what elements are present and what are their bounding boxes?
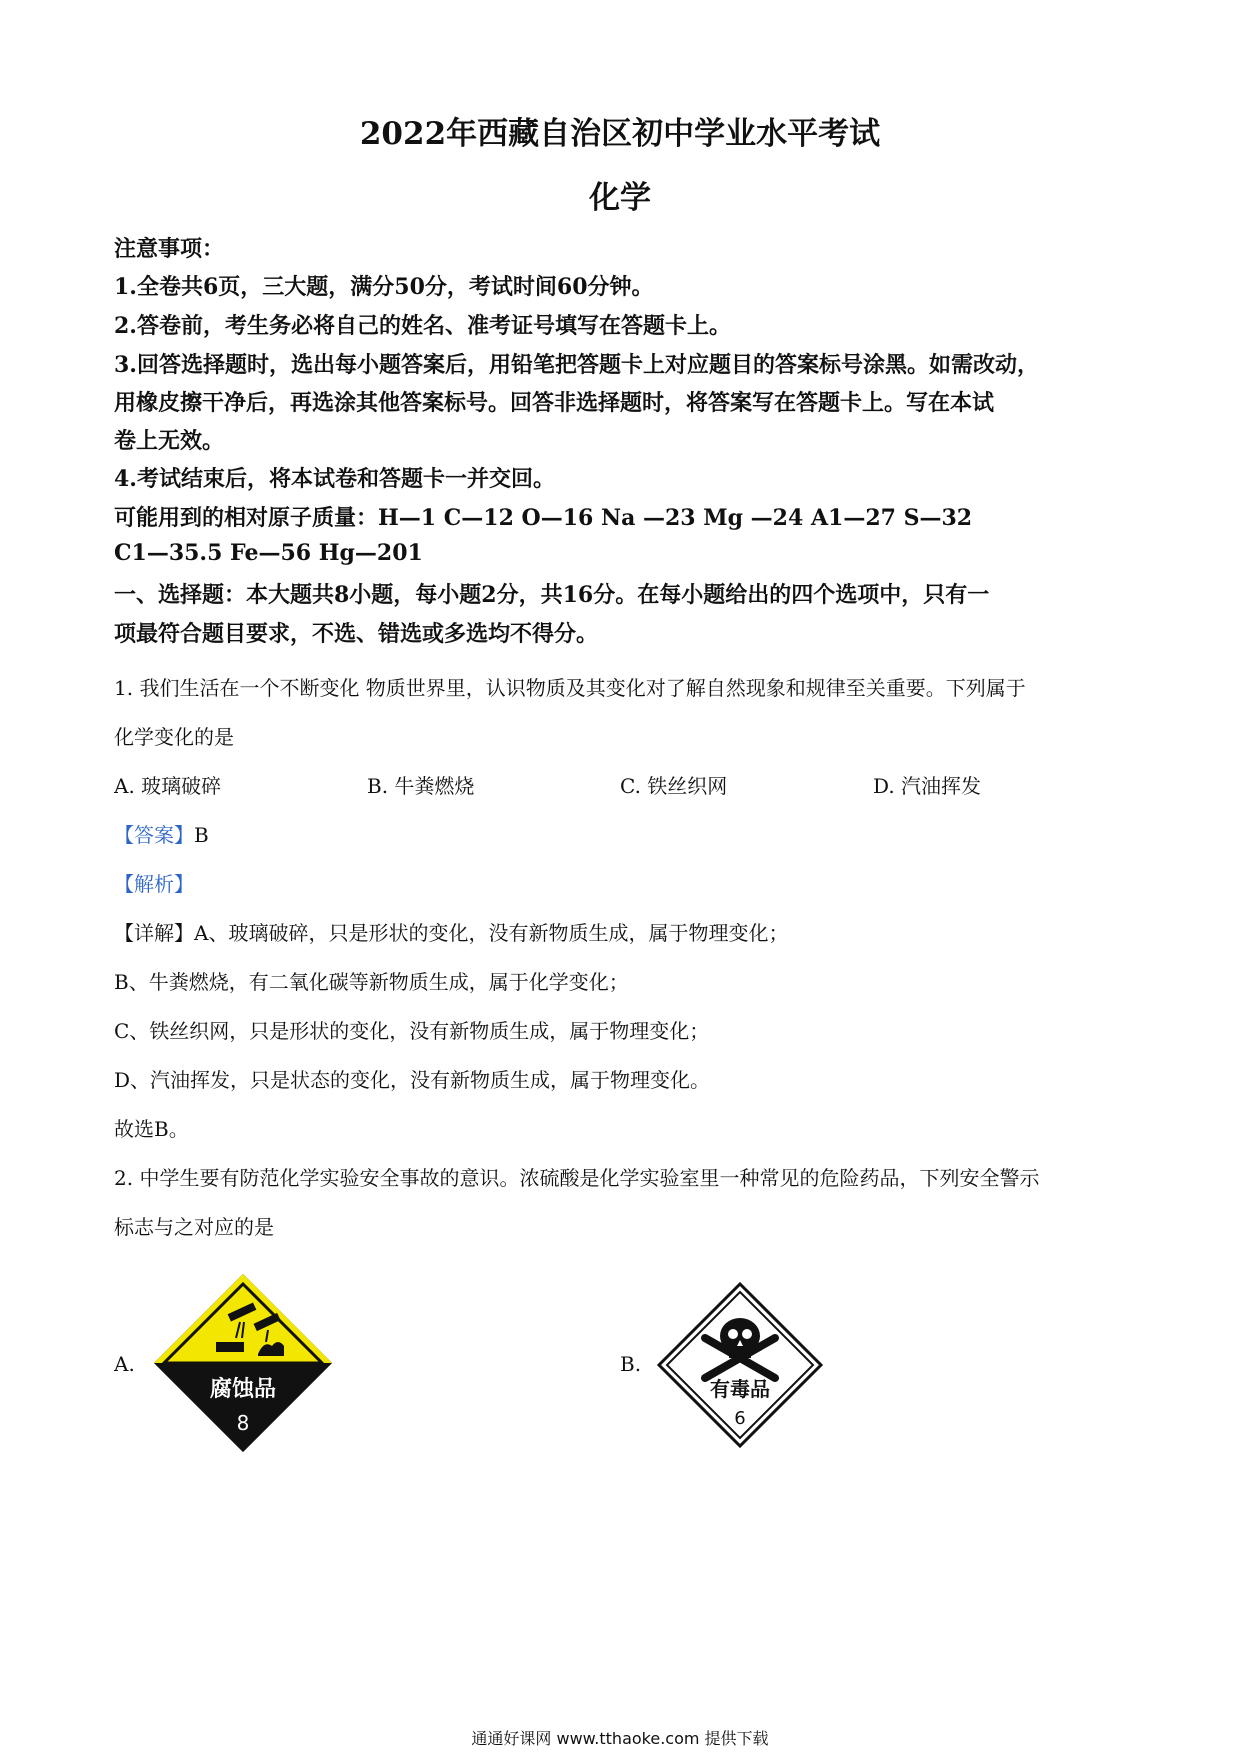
q1-answer-line xyxy=(114,819,209,848)
q1-detail-2: B、牛粪燃烧，有二氧化碳等新物质生成，属于化学变化； xyxy=(114,970,629,994)
q1-answer: B xyxy=(194,823,209,847)
q1-option-a: A. 玻璃破碎 xyxy=(114,774,222,798)
corrosive-sign-text: 腐蚀品 xyxy=(209,1377,277,1402)
toxic-sign xyxy=(655,1280,825,1450)
q2-stem-line-2: 标志与之对应的是 xyxy=(114,1215,274,1239)
atomic-mass-line-2: C1—35.5 Fe—56 Hg—201 xyxy=(114,540,423,566)
q2-option-a-label: A. xyxy=(114,1352,135,1376)
toxic-sign-number: 6 xyxy=(734,1408,746,1429)
exam-title: 2022年西藏自治区初中学业水平考试 xyxy=(359,116,881,152)
atomic-mass-line-1: 可能用到的相对原子质量：H—1 C—12 O—16 Na —23 Mg —24 A1—27 S—32 xyxy=(114,505,973,531)
q1-stem-line-2: 化学变化的是 xyxy=(114,725,234,749)
section-1-heading-line-1: 一、选择题：本大题共8小题，每小题2分，共16分。在每小题给出的四个选项中，只有一 xyxy=(114,582,990,608)
q2-stem-line-1: 2. 中学生要有防范化学实验安全事故的意识。浓硫酸是化学实验室里一种常见的危险药品，下列安全警示 xyxy=(114,1166,1040,1190)
q1-option-b: B. 牛粪燃烧 xyxy=(367,774,475,798)
answer-tag: 【答案】 xyxy=(114,823,194,847)
q1-option-c: C. 铁丝织网 xyxy=(620,774,728,798)
corrosive-sign xyxy=(150,1270,336,1456)
analysis-tag: 【解析】 xyxy=(114,872,194,896)
notice-item-4: 4.考试结束后，将本试卷和答题卡一并交回。 xyxy=(114,466,555,492)
notice-item-3-line-3: 卷上无效。 xyxy=(114,428,225,454)
q1-detail-4: D、汽油挥发，只是状态的变化，没有新物质生成，属于物理变化。 xyxy=(114,1068,711,1092)
notice-item-1: 1.全卷共6页，三大题，满分50分，考试时间60分钟。 xyxy=(114,274,654,300)
section-1-heading-line-2: 项最符合题目要求，不选、错选或多选均不得分。 xyxy=(114,621,599,647)
q1-detail-3: C、铁丝织网，只是形状的变化，没有新物质生成，属于物理变化； xyxy=(114,1019,710,1043)
notice-item-2: 2.答卷前，考生务必将自己的姓名、准考证号填写在答题卡上。 xyxy=(114,313,731,339)
q1-conclusion: 故选B。 xyxy=(114,1117,189,1141)
exam-subject: 化学 xyxy=(589,180,651,216)
q2-option-b-label: B. xyxy=(620,1352,642,1376)
notice-heading: 注意事项： xyxy=(114,236,225,262)
corrosive-sign-number: 8 xyxy=(236,1411,250,1435)
q1-option-d: D. 汽油挥发 xyxy=(873,774,982,798)
page-footer: 通通好课网 www.tthaoke.com 提供下载 xyxy=(471,1729,769,1748)
notice-item-3-line-1: 3.回答选择题时，选出每小题答案后，用铅笔把答题卡上对应题目的答案标号涂黑。如需改动， xyxy=(114,352,1039,378)
toxic-sign-text: 有毒品 xyxy=(710,1377,770,1401)
notice-item-3-line-2: 用橡皮擦干净后，再选涂其他答案标号。回答非选择题时，将答案写在答题卡上。写在本试 xyxy=(114,390,995,416)
q1-stem-line-1: 1. 我们生活在一个不断变化 物质世界里，认识物质及其变化对了解自然现象和规律至关重要。下列属于 xyxy=(114,676,1026,700)
q1-detail-1: 【详解】A、玻璃破碎，只是形状的变化，没有新物质生成，属于物理变化； xyxy=(114,921,789,945)
